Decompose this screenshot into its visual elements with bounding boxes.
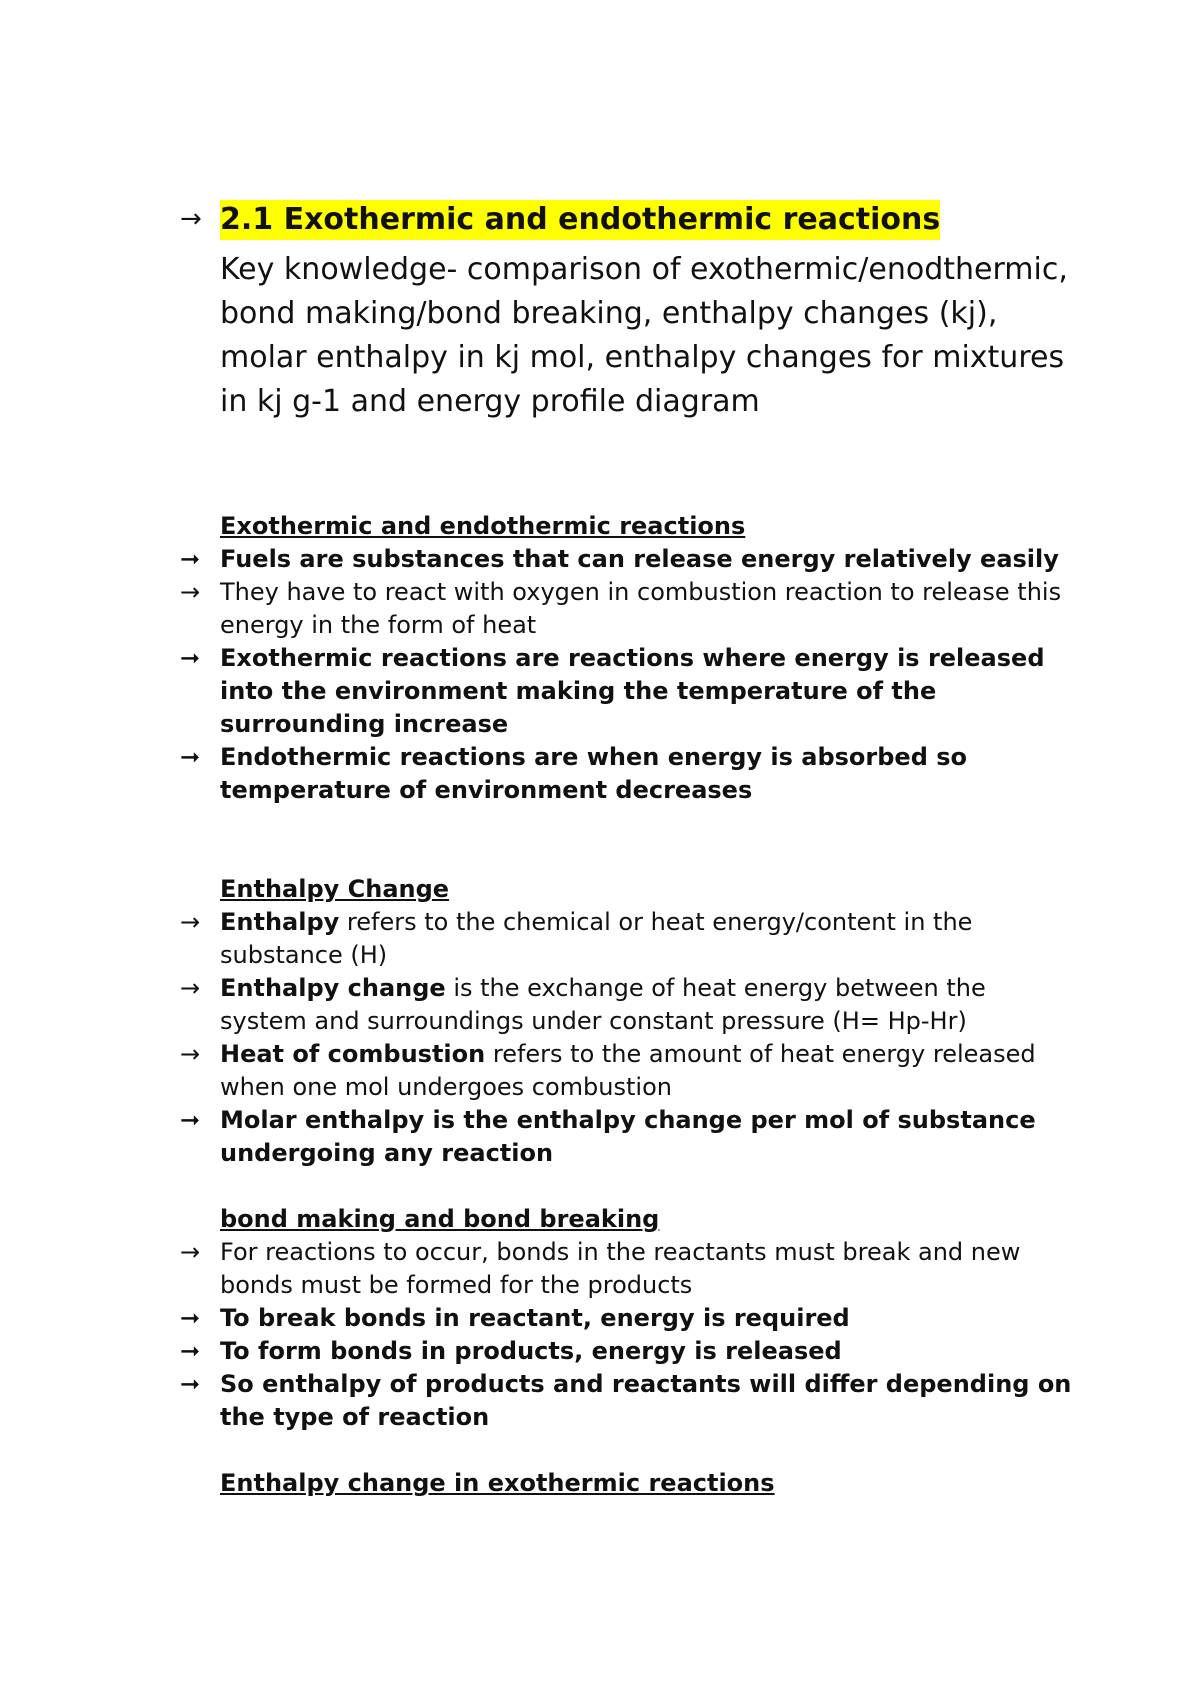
list-item-text: For reactions to occur, bonds in the reactants must break and new bonds must be formed for the products bbox=[220, 1238, 1021, 1299]
list-item-text: Exothermic reactions are reactions where energy is released into the environment making the temperature of the surrounding increase bbox=[220, 644, 1045, 738]
page-title: 2.1 Exothermic and endothermic reactions bbox=[220, 200, 940, 240]
list-item-text: refers to the chemical or heat energy/content in the substance (H) bbox=[220, 908, 973, 969]
section-heading: Enthalpy Change bbox=[220, 875, 450, 903]
arrow-icon: → bbox=[180, 974, 201, 1002]
term: Enthalpy bbox=[220, 908, 340, 936]
term: Heat of combustion bbox=[220, 1040, 486, 1068]
arrow-icon: ➞ bbox=[180, 1106, 201, 1134]
list-item-text: Fuels are substances that can release energy relatively easily bbox=[220, 545, 1059, 573]
arrow-icon: ➞ bbox=[180, 1337, 201, 1365]
list-item bbox=[180, 906, 1080, 972]
section-enthalpy-change bbox=[180, 873, 1080, 1170]
section-enthalpy-exo bbox=[180, 1467, 1080, 1500]
list-item-text: Molar enthalpy is the enthalpy change per mol of substance undergoing any reaction bbox=[220, 1106, 1036, 1167]
arrow-icon: → bbox=[180, 204, 202, 234]
section-heading: Exothermic and endothermic reactions bbox=[220, 512, 746, 540]
list-item bbox=[180, 1236, 1080, 1302]
list-item-text: is the exchange of heat energy between the system and surroundings under constant pressure (H= Hp-Hr) bbox=[220, 974, 986, 1035]
key-knowledge-text: Key knowledge- comparison of exothermic/enodthermic, bond making/bond breaking, enthalpy changes (kj), molar enthalpy in kj mol, enthalpy changes for mixtures in kj g-1 and energy profile diagram bbox=[220, 252, 1068, 419]
list-item bbox=[180, 1038, 1080, 1104]
list-item-text: To form bonds in products, energy is released bbox=[220, 1337, 842, 1365]
arrow-icon: → bbox=[180, 578, 201, 606]
arrow-icon: ➞ bbox=[180, 1304, 201, 1332]
list-item bbox=[180, 642, 1080, 741]
arrow-icon: ➞ bbox=[180, 545, 201, 573]
list-item bbox=[180, 1368, 1080, 1434]
list-item bbox=[180, 1302, 1080, 1335]
section-exo-endo bbox=[180, 510, 1080, 807]
arrow-icon: → bbox=[180, 1238, 201, 1266]
list-item-text: So enthalpy of products and reactants will differ depending on the type of reaction bbox=[220, 1370, 1072, 1431]
list-item bbox=[180, 1335, 1080, 1368]
arrow-icon: ➞ bbox=[180, 644, 201, 672]
list-item bbox=[180, 576, 1080, 642]
arrow-icon: ➞ bbox=[180, 1370, 201, 1398]
section-heading: bond making and bond breaking bbox=[220, 1205, 660, 1233]
arrow-icon: → bbox=[180, 908, 201, 936]
list-item-text: Endothermic reactions are when energy is absorbed so temperature of environment decreases bbox=[220, 743, 967, 804]
list-item bbox=[180, 1104, 1080, 1170]
section-heading: Enthalpy change in exothermic reactions bbox=[220, 1469, 775, 1497]
term: Enthalpy change bbox=[220, 974, 446, 1002]
arrow-icon: → bbox=[180, 1040, 201, 1068]
list-item-text: refers to the amount of heat energy released when one mol undergoes combustion bbox=[220, 1040, 1036, 1101]
list-item bbox=[180, 543, 1080, 576]
list-item bbox=[180, 741, 1080, 807]
arrow-icon: ➞ bbox=[180, 743, 201, 771]
list-item bbox=[180, 972, 1080, 1038]
list-item-text: To break bonds in reactant, energy is required bbox=[220, 1304, 850, 1332]
list-item-text: They have to react with oxygen in combustion reaction to release this energy in the form of heat bbox=[220, 578, 1062, 639]
section-bond bbox=[180, 1203, 1080, 1434]
